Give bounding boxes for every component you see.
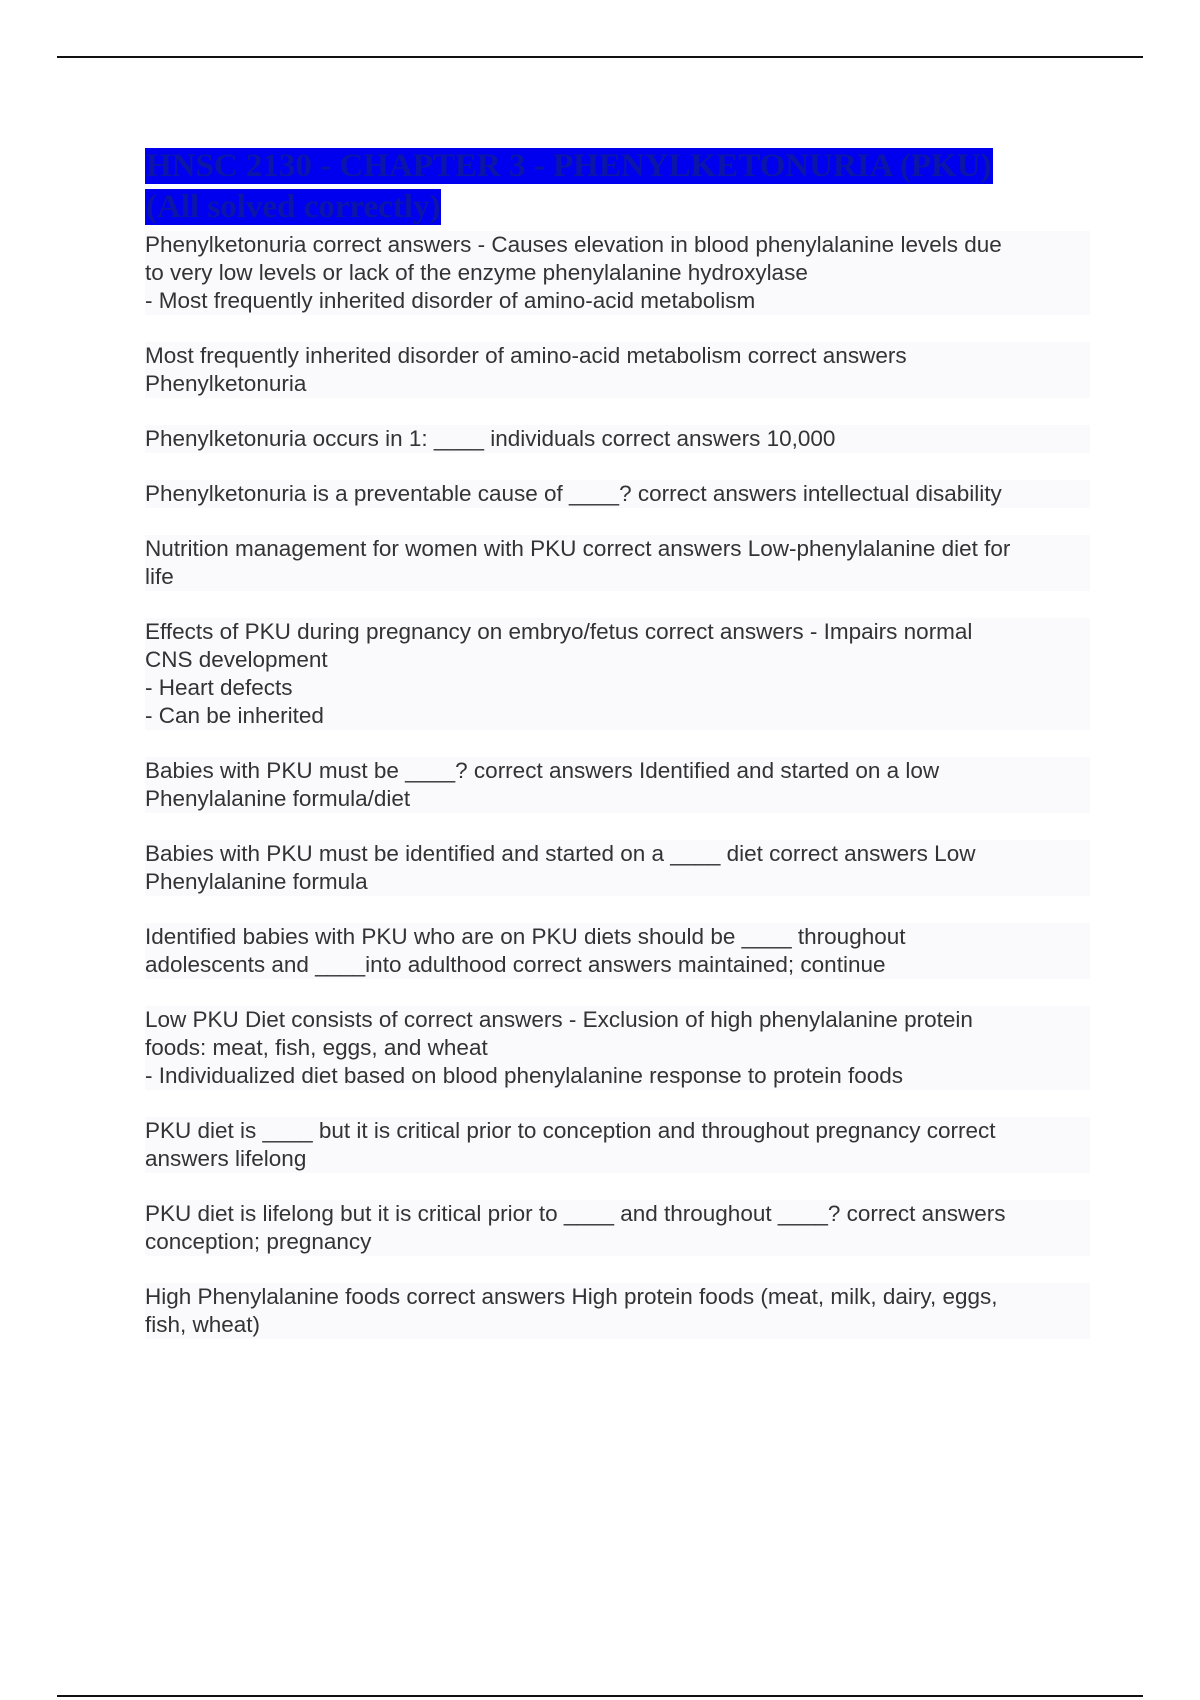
qa-entry: [145, 231, 1090, 315]
qa-entry: [145, 618, 1090, 730]
footer-rule: [57, 1695, 1143, 1697]
qa-entry-line: adolescents and ____into adulthood correct answers maintained; continue: [145, 952, 886, 977]
qa-entry: [145, 840, 1090, 896]
qa-entry-line: Phenylketonuria occurs in 1: ____ individuals correct answers 10,000: [145, 426, 836, 451]
qa-entry-line: Phenylketonuria correct answers - Causes elevation in blood phenylalanine levels due: [145, 232, 1002, 257]
document-body: [145, 146, 1090, 1366]
qa-entry-line: CNS development: [145, 647, 328, 672]
qa-entry-line: High Phenylalanine foods correct answers High protein foods (meat, milk, dairy, eggs,: [145, 1284, 998, 1309]
qa-entry: [145, 1006, 1090, 1090]
qa-entry-line: to very low levels or lack of the enzyme phenylalanine hydroxylase: [145, 260, 808, 285]
qa-entry-line: Phenylalanine formula: [145, 869, 368, 894]
qa-entry-line: Identified babies with PKU who are on PKU diets should be ____ throughout: [145, 924, 906, 949]
qa-entry: [145, 1117, 1090, 1173]
qa-entry-line: Babies with PKU must be ____? correct answers Identified and started on a low: [145, 758, 940, 783]
qa-entry-line: Phenylalanine formula/diet: [145, 786, 411, 811]
qa-entry-line: PKU diet is lifelong but it is critical prior to ____ and throughout ____? correct answers: [145, 1201, 1006, 1226]
qa-entry-line: Nutrition management for women with PKU correct answers Low-phenylalanine diet for: [145, 536, 1011, 561]
qa-entry: [145, 923, 1090, 979]
qa-entry-line: answers lifelong: [145, 1146, 307, 1171]
qa-entry: [145, 757, 1090, 813]
qa-entry: [145, 535, 1090, 591]
qa-entry: [145, 342, 1090, 398]
qa-entry-line: foods: meat, fish, eggs, and wheat: [145, 1035, 488, 1060]
qa-entry-line: Phenylketonuria is a preventable cause of ____? correct answers intellectual disability: [145, 481, 1002, 506]
qa-list: [145, 231, 1090, 1339]
qa-entry-line: Low PKU Diet consists of correct answers - Exclusion of high phenylalanine protein: [145, 1007, 973, 1032]
header-rule: [57, 56, 1143, 58]
qa-entry: [145, 425, 1090, 453]
qa-entry-line: Babies with PKU must be identified and started on a ____ diet correct answers Low: [145, 841, 976, 866]
qa-entry-line: - Can be inherited: [145, 703, 324, 728]
qa-entry-line: - Heart defects: [145, 675, 293, 700]
qa-entry: [145, 1200, 1090, 1256]
qa-entry: [145, 1283, 1090, 1339]
qa-entry-line: Effects of PKU during pregnancy on embryo/fetus correct answers - Impairs normal: [145, 619, 973, 644]
qa-entry-line: Phenylketonuria: [145, 371, 307, 396]
qa-entry: [145, 480, 1090, 508]
qa-entry-line: Most frequently inherited disorder of amino-acid metabolism correct answers: [145, 343, 907, 368]
qa-entry-line: - Individualized diet based on blood phenylalanine response to protein foods: [145, 1063, 904, 1088]
document-title: [145, 146, 1090, 228]
qa-entry-line: life: [145, 564, 174, 589]
qa-entry-line: PKU diet is ____ but it is critical prior to conception and throughout pregnancy correct: [145, 1118, 996, 1143]
qa-entry-line: - Most frequently inherited disorder of amino-acid metabolism: [145, 288, 756, 313]
qa-entry-line: conception; pregnancy: [145, 1229, 372, 1254]
qa-entry-line: fish, wheat): [145, 1312, 261, 1337]
title-line-1: HNSC 2130 - CHAPTER 3 - PHENYLKETONURIA (PKU): [146, 148, 992, 184]
title-line-2: (All solved correctly): [146, 189, 441, 225]
